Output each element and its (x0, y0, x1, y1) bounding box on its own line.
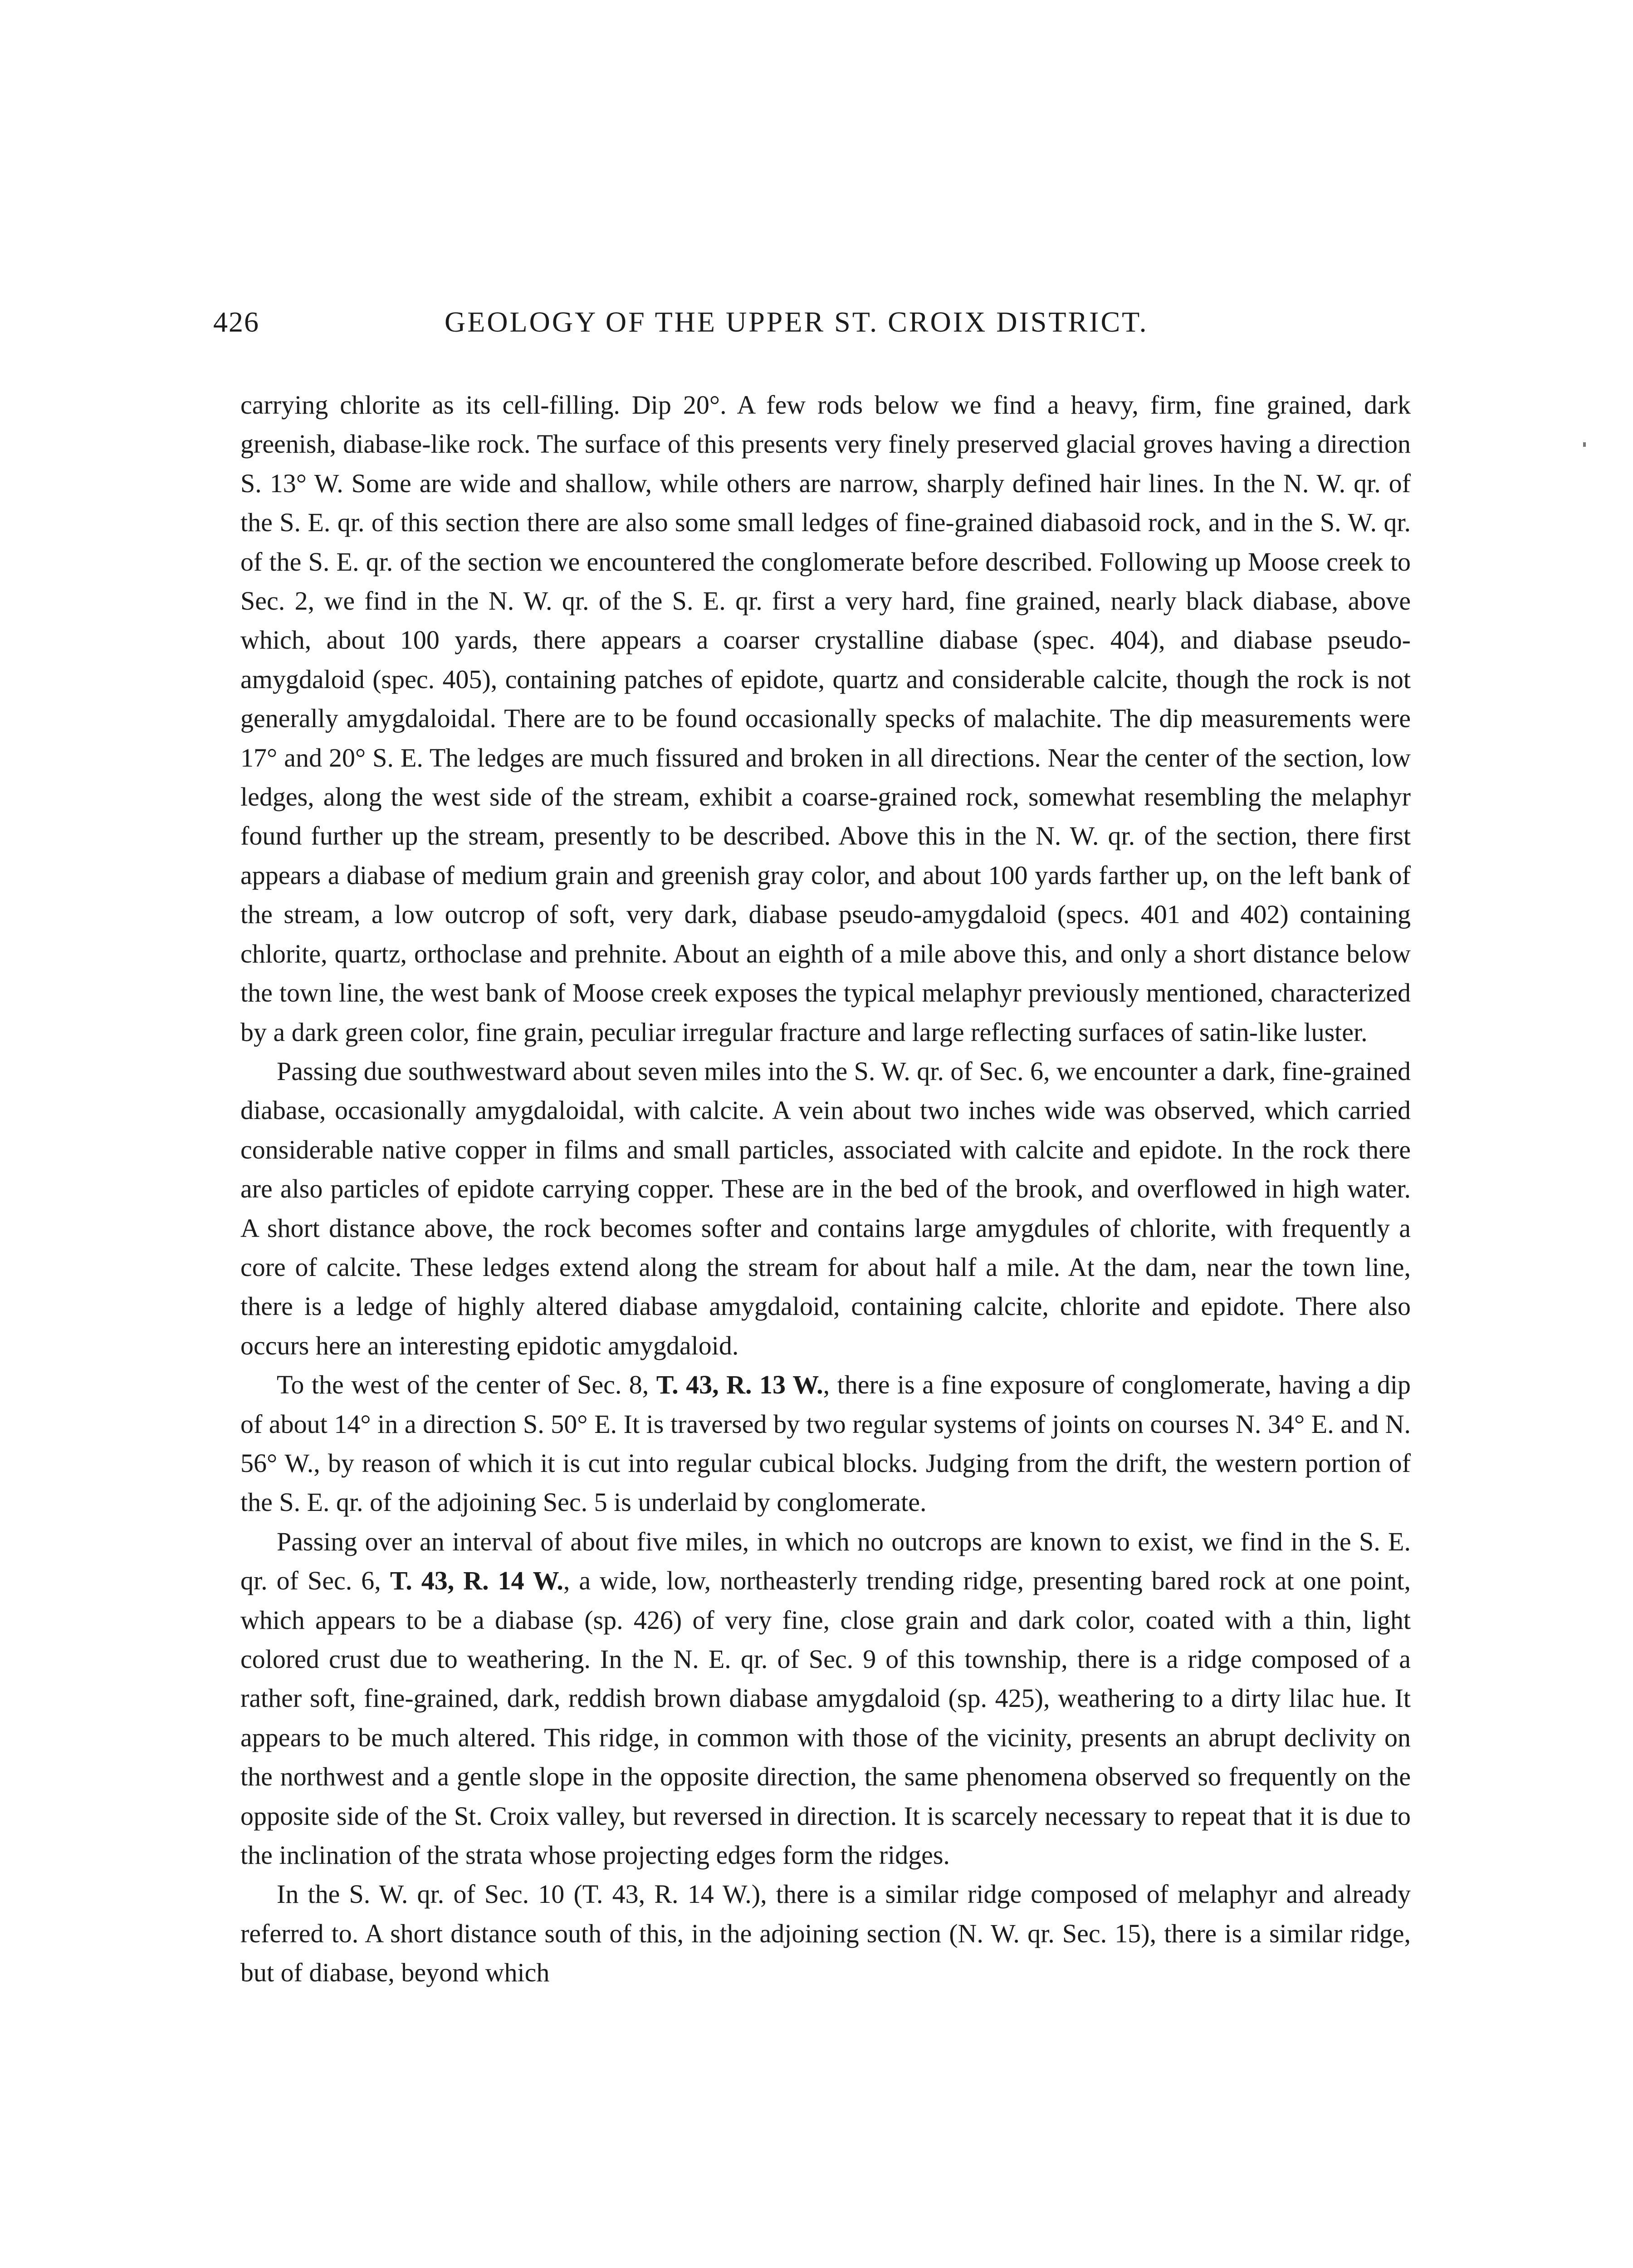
paragraph-4 (240, 1522, 1411, 1875)
paragraph-5: In the S. W. qr. of Sec. 10 (T. 43, R. 14 W.), there is a similar ridge composed of melaphyr and already referred to. A short distance south of this, in the adjoining section (N. W. qr. Sec. 15), there is a similar ridge, but of diabase, beyond which (240, 1879, 1411, 1988)
township-range-t43-r13w: T. 43, R. 13 W. (656, 1370, 823, 1400)
paragraph-3-text-b: , there is a fine exposure of conglomerate, having a dip of about 14° in a direction S. 50° E. It is traversed by two regular systems of joints on courses N. 34° E. and N. 56° W., by reason of which it is cut into regular cubical blocks. Judging from the drift, the western portion of the S. E. qr. of the adjoining Sec. 5 is underlaid by conglomerate. (240, 1370, 1411, 1517)
township-range-t43-r14w: T. 43, R. 14 W. (390, 1566, 563, 1596)
running-title: GEOLOGY OF THE UPPER ST. CROIX DISTRICT. (445, 306, 1149, 338)
stray-ink-mark (1583, 442, 1586, 447)
paragraph-3 (240, 1365, 1411, 1522)
running-head (213, 299, 1306, 345)
body-text (240, 386, 1411, 1993)
paragraph-3-text-a: To the west of the center of Sec. 8, (277, 1370, 656, 1400)
paragraph-4-text-b: , a wide, low, northeasterly trending ridge, presenting bared rock at one point, which appears to be a diabase (sp. 426) of very fine, close grain and dark color, coated with a thin, light colored crust due to weathering. In the N. E. qr. of Sec. 9 of this township, there is a ridge composed of a rather soft, fine-grained, dark, reddish brown diabase amygdaloid (sp. 425), weathering to a dirty lilac hue. It appears to be much altered. This ridge, in common with those of the vicinity, presents an abrupt declivity on the northwest and a gentle slope in the opposite direction, the same phenomena observed so frequently on the opposite side of the St. Croix valley, but reversed in direction. It is scarcely necessary to repeat that it is due to the inclination of the strata whose projecting edges form the ridges. (240, 1566, 1411, 1870)
page-number: 426 (213, 306, 259, 338)
paragraph-2: Passing due southwestward about seven miles into the S. W. qr. of Sec. 6, we encounter a dark, fine-grained diabase, occasionally amygdaloidal, with calcite. A vein about two inches wide was observed, which carried considerable native copper in films and small particles, associated with calcite and epidote. In the rock there are also particles of epidote carrying copper. These are in the bed of the brook, and overflowed in high water. A short distance above, the rock becomes softer and contains large amygdules of chlorite, with frequently a core of calcite. These ledges extend along the stream for about half a mile. At the dam, near the town line, there is a ledge of highly altered diabase amygdaloid, containing calcite, chlorite and epidote. There also occurs here an interesting epidotic amygdaloid. (240, 1056, 1411, 1360)
paragraph-4-text-a: Passing over an interval of about five miles, in which no outcrops are known to exist, we find in the S. E. qr. of Sec. 6, (240, 1526, 1411, 1596)
paragraph-1: carrying chlorite as its cell-filling. Dip 20°. A few rods below we find a heavy, firm, fine grained, dark greenish, diabase-like rock. The surface of this presents very finely preserved glacial groves having a direction S. 13° W. Some are wide and shallow, while others are narrow, sharply defined hair lines. In the N. W. qr. of the S. E. qr. of this section there are also some small ledges of fine-grained diabasoid rock, and in the S. W. qr. of the S. E. qr. of the section we encountered the conglomerate before described. Following up Moose creek to Sec. 2, we find in the N. W. qr. of the S. E. qr. first a very hard, fine grained, nearly black diabase, above which, about 100 yards, there appears a coarser crystalline diabase (spec. 404), and diabase pseudo-amygdaloid (spec. 405), containing patches of epidote, quartz and considerable calcite, though the rock is not generally amygdaloidal. There are to be found occasionally specks of malachite. The dip measurements were 17° and 20° S. E. The ledges are much fissured and broken in all directions. Near the center of the section, low ledges, along the west side of the stream, exhibit a coarse-grained rock, somewhat resembling the melaphyr found further up the stream, presently to be described. Above this in the N. W. qr. of the section, there first appears a diabase of medium grain and greenish gray color, and about 100 yards farther up, on the left bank of the stream, a low outcrop of soft, very dark, diabase pseudo-amygdaloid (specs. 401 and 402) containing chlorite, quartz, orthoclase and prehnite. About an eighth of a mile above this, and only a short distance below the town line, the west bank of Moose creek exposes the typical melaphyr previously mentioned, characterized by a dark green color, fine grain, peculiar irregular fracture and large reflecting surfaces of satin-like luster. (240, 390, 1411, 1047)
